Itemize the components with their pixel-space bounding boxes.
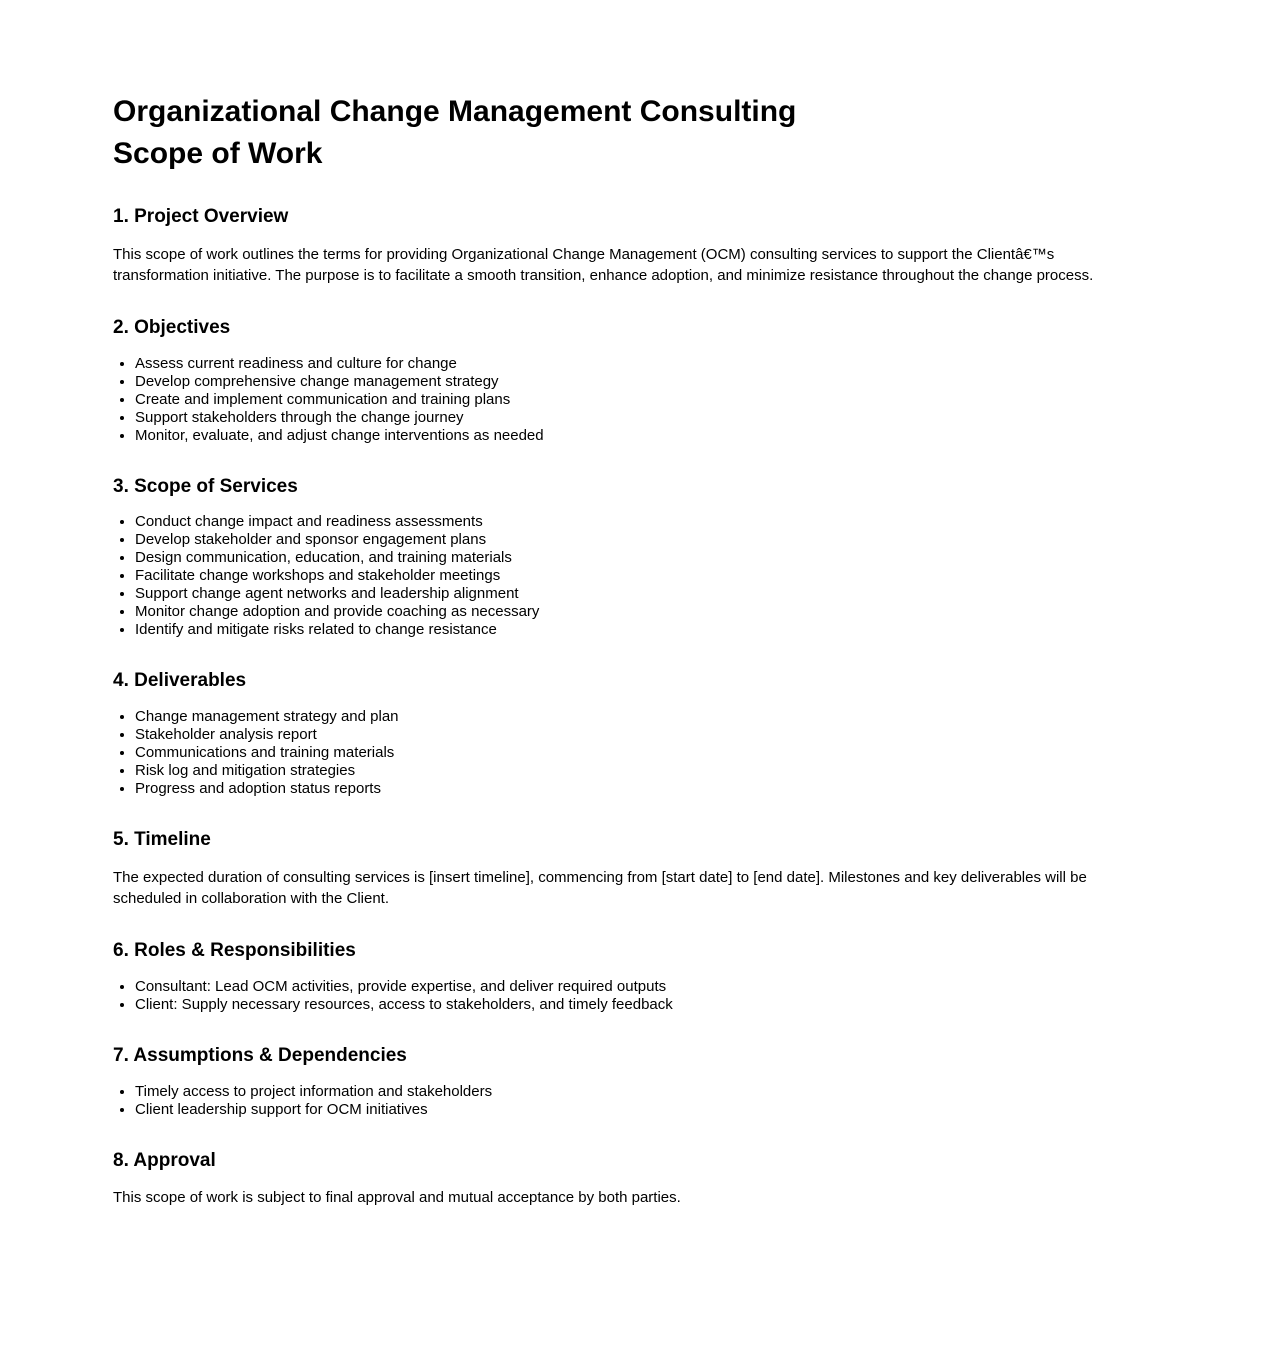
list-item: • Progress and adoption status reports — [135, 780, 1150, 798]
section-scope-of-services — [113, 476, 1150, 640]
list-item: • Client leadership support for OCM initiatives — [135, 1101, 1150, 1119]
section-heading-scope-of-services: 3. Scope of Services — [113, 475, 298, 497]
section-objectives — [113, 317, 1150, 445]
list-item: • Identify and mitigate risks related to change resistance — [135, 621, 1150, 639]
list-item: • Risk log and mitigation strategies — [135, 762, 1150, 780]
scope-of-services-list — [113, 513, 1150, 639]
document-title-line-2: Scope of Work — [113, 137, 323, 170]
section-approval — [113, 1150, 1150, 1209]
list-item: • Communications and training materials — [135, 744, 1150, 762]
section-paragraph-project-overview: This scope of work outlines the terms for providing Organizational Change Management (OCM) consulting services to support the Clientâ€™s transformation initiative. The purpose is to facilitate a smooth transition, enhance adoption, and minimize resistance throughout the change process. — [113, 245, 1094, 284]
list-item: • Monitor change adoption and provide coaching as necessary — [135, 603, 1150, 621]
section-heading-timeline: 5. Timeline — [113, 829, 211, 851]
section-heading-project-overview: 1. Project Overview — [113, 206, 289, 227]
list-item: • Change management strategy and plan — [135, 708, 1150, 726]
list-item: • Design communication, education, and training materials — [135, 549, 1150, 567]
document-title — [113, 91, 1150, 175]
list-item: • Develop comprehensive change management strategy — [135, 373, 1150, 391]
list-item: • Client: Supply necessary resources, access to stakeholders, and timely feedback — [135, 996, 1150, 1014]
section-paragraph-approval: This scope of work is subject to final approval and mutual acceptance by both parties. — [113, 1189, 681, 1207]
list-item: • Timely access to project information and stakeholders — [135, 1083, 1150, 1101]
list-item: • Develop stakeholder and sponsor engagement plans — [135, 531, 1150, 549]
document-title-line-1: Organizational Change Management Consulting — [113, 95, 797, 128]
objectives-list — [113, 355, 1150, 445]
roles-responsibilities-list — [113, 978, 1150, 1014]
section-project-overview — [113, 206, 1150, 286]
section-heading-approval: 8. Approval — [113, 1149, 216, 1171]
section-roles-responsibilities — [113, 940, 1150, 1014]
section-heading-assumptions-dependencies: 7. Assumptions & Dependencies — [113, 1044, 407, 1066]
section-assumptions-dependencies — [113, 1045, 1150, 1119]
section-heading-deliverables: 4. Deliverables — [113, 670, 247, 692]
list-item: • Consultant: Lead OCM activities, provide expertise, and deliver required outputs — [135, 978, 1150, 996]
deliverables-list — [113, 708, 1150, 798]
list-item: • Monitor, evaluate, and adjust change interventions as needed — [135, 427, 1150, 445]
section-heading-roles-responsibilities: 6. Roles & Responsibilities — [113, 939, 356, 961]
list-item: • Assess current readiness and culture for change — [135, 355, 1150, 373]
list-item: • Create and implement communication and training plans — [135, 391, 1150, 409]
section-paragraph-timeline: The expected duration of consulting services is [insert timeline], commencing from [start date] to [end date]. Milestones and key deliverables will be scheduled in collaboration with the Client. — [113, 868, 1087, 907]
section-heading-objectives: 2. Objectives — [113, 316, 231, 338]
list-item: • Facilitate change workshops and stakeholder meetings — [135, 567, 1150, 585]
section-deliverables — [113, 670, 1150, 798]
assumptions-dependencies-list — [113, 1083, 1150, 1119]
list-item: • Support stakeholders through the change journey — [135, 409, 1150, 427]
section-timeline — [113, 829, 1150, 909]
list-item: • Stakeholder analysis report — [135, 726, 1150, 744]
list-item: • Support change agent networks and leadership alignment — [135, 585, 1150, 603]
list-item: • Conduct change impact and readiness assessments — [135, 513, 1150, 531]
